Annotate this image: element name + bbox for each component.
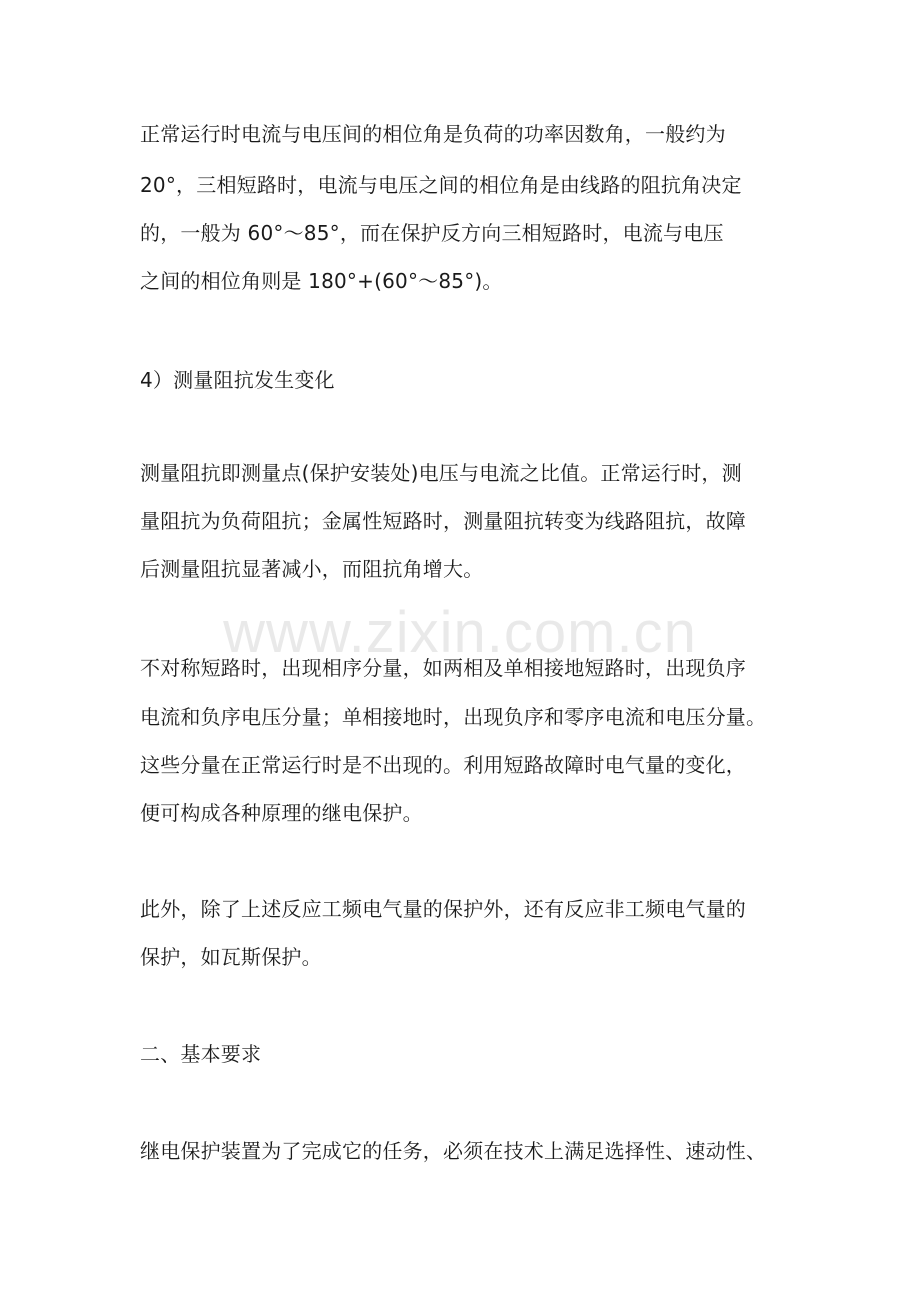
paragraph-5-line-2: 保护，如瓦斯保护。	[140, 945, 322, 969]
section-heading-impedance: 4）测量阻抗发生变化	[140, 368, 335, 392]
paragraph-1-line-1: 正常运行时电流与电压间的相位角是负荷的功率因数角，一般约为	[140, 122, 726, 146]
paragraph-7-line-1: 继电保护装置为了完成它的任务，必须在技术上满足选择性、速动性、	[140, 1139, 767, 1163]
watermark-text: www.zixin.com.cn	[223, 600, 697, 665]
paragraph-1-line-2: 20°，三相短路时，电流与电压之间的相位角是由线路的阻抗角决定	[140, 173, 742, 197]
paragraph-4-line-2: 电流和负序电压分量；单相接地时，出现负序和零序电流和电压分量。	[140, 705, 767, 729]
paragraph-1-line-3: 的，一般为 60°～85°，而在保护反方向三相短路时，电流与电压	[140, 221, 724, 245]
paragraph-4-line-1: 不对称短路时，出现相序分量，如两相及单相接地短路时，出现负序	[140, 656, 746, 680]
paragraph-3-line-1: 测量阻抗即测量点(保护安装处)电压与电流之比值。正常运行时，测	[140, 461, 742, 485]
section-heading-basic-requirements: 二、基本要求	[140, 1042, 262, 1066]
paragraph-3-line-3: 后测量阻抗显著减小，而阻抗角增大。	[140, 557, 484, 581]
paragraph-4-line-3: 这些分量在正常运行时是不出现的。利用短路故障时电气量的变化，	[140, 753, 746, 777]
paragraph-1-line-4: 之间的相位角则是 180°+(60°～85°)。	[140, 269, 503, 293]
paragraph-3-line-2: 量阻抗为负荷阻抗；金属性短路时，测量阻抗转变为线路阻抗，故障	[140, 509, 746, 533]
paragraph-4-line-4: 便可构成各种原理的继电保护。	[140, 801, 423, 825]
paragraph-5-line-1: 此外，除了上述反应工频电气量的保护外，还有反应非工频电气量的	[140, 897, 746, 921]
